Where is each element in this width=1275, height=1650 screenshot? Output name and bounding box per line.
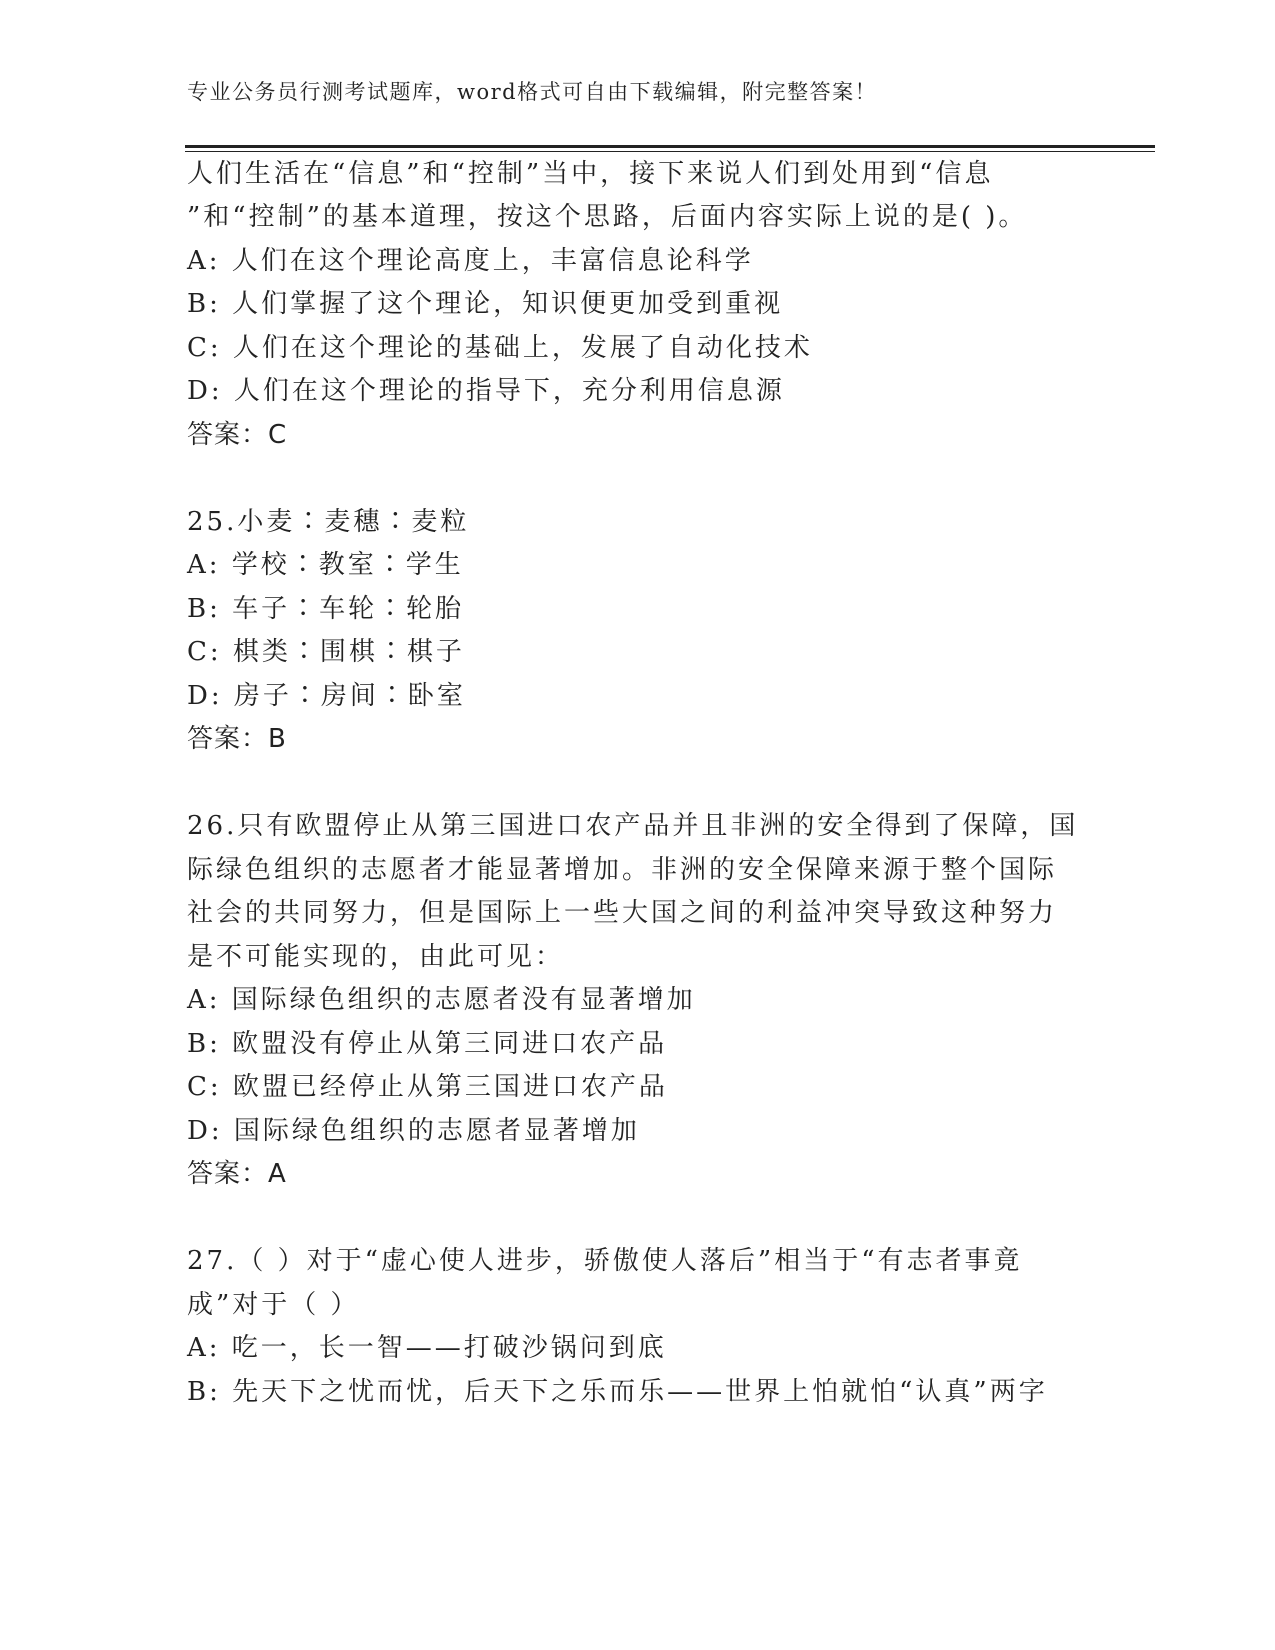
q26-stem-line-1: 26.只有欧盟停止从第三国进口农产品并且非洲的安全得到了保障，国: [187, 811, 1079, 841]
header-rule-thick: [185, 145, 1155, 148]
q27-stem-line-2: 成”对于（ ）: [187, 1290, 360, 1320]
q24-answer: 答案：C: [187, 420, 288, 450]
header-rule-thin: [185, 151, 1155, 152]
q25-answer: 答案：B: [187, 724, 287, 754]
q26-option-c: C: 欧盟已经停止从第三国进口农产品: [187, 1072, 668, 1102]
q26-stem-line-2: 际绿色组织的志愿者才能显著增加。非洲的安全保障来源于整个国际: [187, 855, 1058, 885]
q25-option-b: B: 车子∶车轮∶轮胎: [187, 594, 465, 624]
q27-option-b: B: 先天下之忧而忧，后天下之乐而乐——世界上怕就怕“认真”两字: [187, 1377, 1048, 1407]
q26-option-d: D: 国际绿色组织的志愿者显著增加: [187, 1116, 640, 1146]
q24-option-b: B: 人们掌握了这个理论，知识便更加受到重视: [187, 289, 784, 319]
q26-stem-line-3: 社会的共同努力，但是国际上一些大国之间的利益冲突导致这种努力: [187, 898, 1058, 928]
q27-option-a: A: 吃一，长一智——打破沙锅问到底: [187, 1333, 667, 1363]
page-header: 专业公务员行测考试题库，word格式可自由下载编辑，附完整答案！: [187, 80, 878, 104]
q25-option-a: A: 学校∶教室∶学生: [187, 550, 464, 580]
q24-option-c: C: 人们在这个理论的基础上，发展了自动化技术: [187, 333, 813, 363]
q24-stem-line-2: ”和“控制”的基本道理，按这个思路，后面内容实际上说的是( )。: [187, 202, 1028, 232]
q25-stem: 25.小麦∶麦穗∶麦粒: [187, 507, 470, 537]
q25-option-d: D: 房子∶房间∶卧室: [187, 681, 466, 711]
q24-option-a: A: 人们在这个理论高度上，丰富信息论科学: [187, 246, 754, 276]
q26-option-a: A: 国际绿色组织的志愿者没有显著增加: [187, 985, 696, 1015]
q27-stem-line-1: 27.（ ）对于“虚心使人进步，骄傲使人落后”相当于“有志者事竟: [187, 1246, 1023, 1276]
q24-option-d: D: 人们在这个理论的指导下，充分利用信息源: [187, 376, 785, 406]
q26-stem-line-4: 是不可能实现的，由此可见：: [187, 942, 565, 972]
q26-answer: 答案：A: [187, 1159, 287, 1189]
q24-stem-line-1: 人们生活在“信息”和“控制”当中，接下来说人们到处用到“信息: [187, 159, 994, 189]
q25-option-c: C: 棋类∶围棋∶棋子: [187, 637, 465, 667]
q26-option-b: B: 欧盟没有停止从第三同进口农产品: [187, 1029, 668, 1059]
